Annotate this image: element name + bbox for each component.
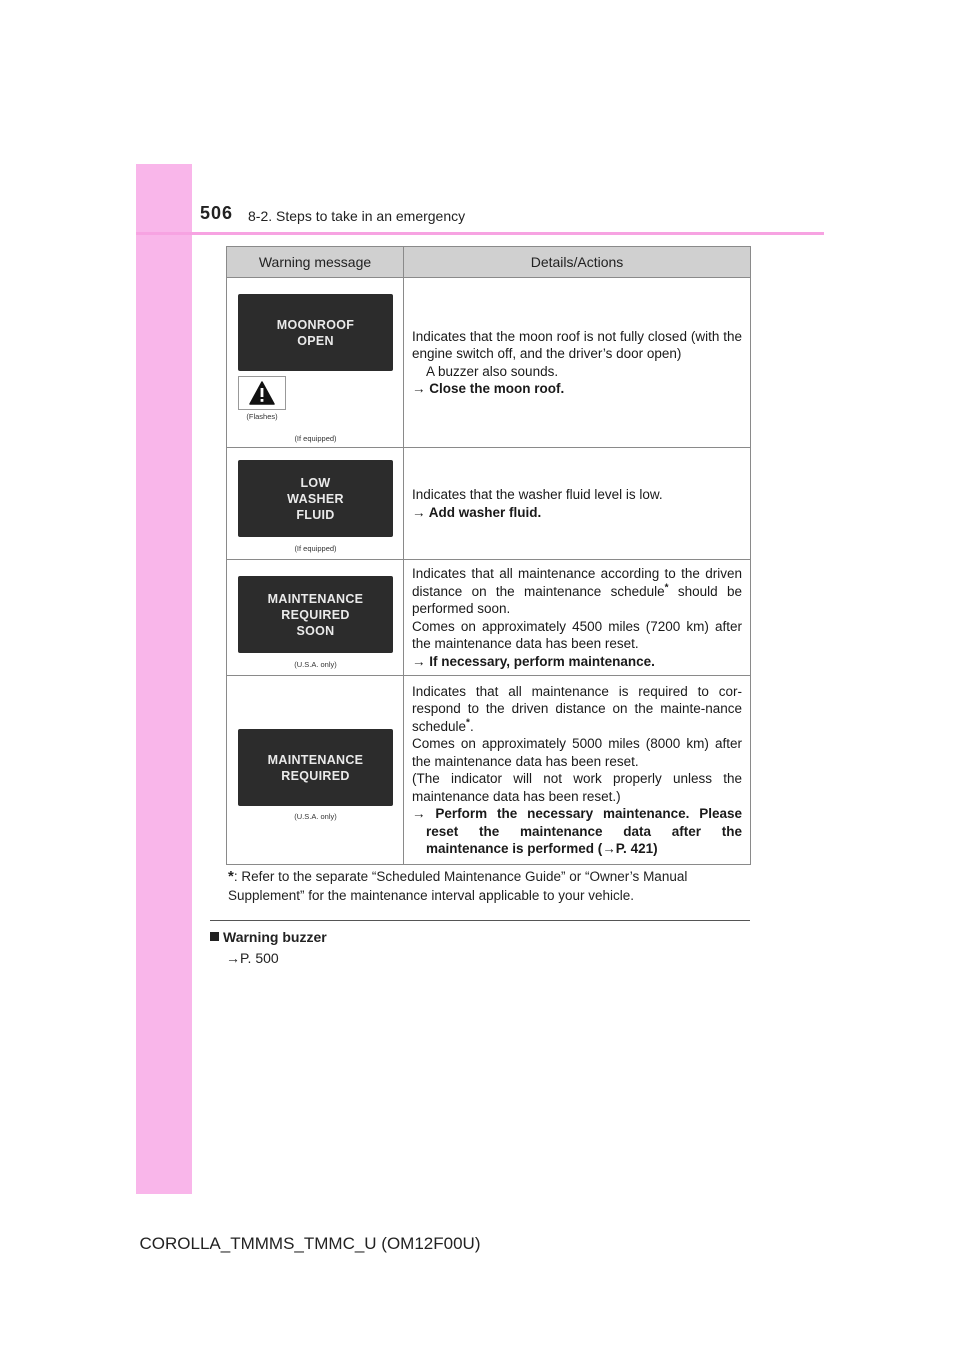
- details-text: Comes on approximately 5000 miles (8000 km) after the maintenance data has been reset.: [412, 736, 742, 769]
- maintenance-required-display: MAINTENANCE REQUIRED: [238, 729, 393, 806]
- page-number: 506: [200, 203, 234, 223]
- column-header-details-actions: Details/Actions: [404, 247, 751, 278]
- details-text: A buzzer also sounds.: [426, 363, 559, 379]
- flashes-label: (Flashes): [246, 412, 278, 421]
- action-text: → Perform the necessary maintenance. Please reset the maintenance data after the maintenance is performed (→P. 421): [412, 806, 742, 856]
- action-text: → Add washer fluid.: [412, 504, 542, 520]
- warning-message-table: [226, 246, 751, 865]
- table-row: [227, 560, 751, 676]
- footnote-marker: *: [664, 582, 669, 593]
- warning-display-cell: [227, 560, 404, 676]
- table-row: [227, 448, 751, 560]
- warning-triangle-icon: [238, 376, 286, 410]
- column-header-warning-message: Warning message: [227, 247, 404, 278]
- warning-display-cell: [227, 448, 404, 560]
- header-rule: [136, 232, 824, 235]
- footnote-marker: *: [228, 868, 234, 885]
- footnote-marker: *: [466, 717, 470, 728]
- table-row: [227, 676, 751, 865]
- details-text: Indicates that all maintenance according to the driven distance on the maintenance schedule* should be performed soon.: [412, 566, 742, 616]
- availability-note: (If equipped): [294, 434, 337, 443]
- document-footer: COROLLA_TMMMS_TMMC_U (OM12F00U): [139, 1234, 481, 1253]
- details-text: Indicates that all maintenance is required to cor-respond to the driven distance on the mainte-nance schedule*.: [412, 683, 742, 734]
- table-header-row: [227, 247, 751, 278]
- details-cell: [404, 560, 751, 676]
- availability-note: (U.S.A. only): [294, 660, 337, 669]
- availability-note: (If equipped): [294, 544, 337, 553]
- moonroof-open-display: MOONROOF OPEN: [238, 294, 393, 371]
- footnote: [228, 867, 750, 905]
- details-text: Indicates that the washer fluid level is low.: [412, 487, 663, 502]
- warning-buzzer-heading: Warning buzzer: [210, 929, 327, 945]
- warning-display-cell: [227, 676, 404, 865]
- square-bullet-icon: [210, 932, 219, 941]
- low-washer-fluid-display: LOW WASHER FLUID: [238, 460, 393, 537]
- page-reference-link[interactable]: →P. 500: [226, 950, 279, 966]
- details-cell: [404, 676, 751, 865]
- warning-display-cell: [227, 278, 404, 448]
- footnote-rule: [210, 920, 750, 921]
- maintenance-required-soon-display: MAINTENANCE REQUIRED SOON: [238, 576, 393, 653]
- details-text: Comes on approximately 4500 miles (7200 km) after the maintenance data has been reset.: [412, 618, 742, 651]
- side-band: [136, 164, 192, 1194]
- details-text: (The indicator will not work properly unless the maintenance data has been reset.): [412, 771, 742, 804]
- availability-note: (U.S.A. only): [294, 812, 337, 821]
- details-cell: [404, 448, 751, 560]
- details-cell: [404, 278, 751, 448]
- footnote-text: : Refer to the separate “Scheduled Maintenance Guide” or “Owner’s Manual Supplement” for the maintenance interval applicable to your vehicle.: [228, 869, 688, 903]
- action-text: → If necessary, perform maintenance.: [412, 653, 655, 669]
- details-text: Indicates that the moon roof is not fully closed (with the engine switch off, and the driver’s door open): [412, 328, 742, 361]
- page-header: [192, 203, 824, 233]
- table-row: [227, 278, 751, 448]
- section-title: 8-2. Steps to take in an emergency: [248, 208, 466, 224]
- action-text: → Close the moon roof.: [412, 381, 565, 396]
